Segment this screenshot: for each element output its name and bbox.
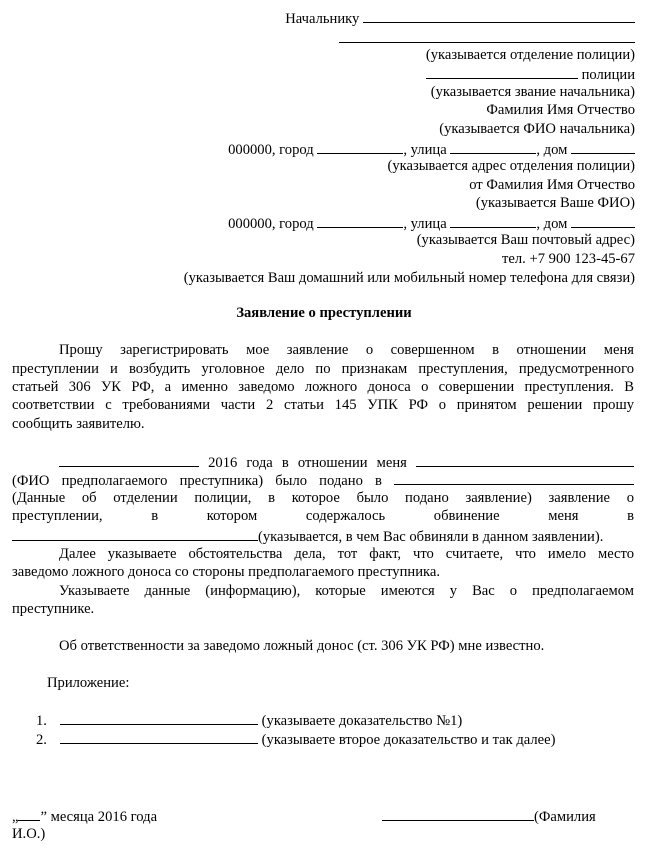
p1-line-1: Прошу зарегистрировать мое заявление о совершенном в отношении меня bbox=[59, 342, 634, 358]
attachment-blank-1[interactable] bbox=[60, 710, 258, 725]
addressee-blank[interactable] bbox=[363, 8, 635, 23]
addressee-blank-2[interactable] bbox=[339, 28, 635, 43]
rank-hint: (указывается звание начальника) bbox=[430, 84, 635, 100]
phone: тел. +7 900 123-45-67 bbox=[502, 251, 635, 267]
chief-name: Фамилия Имя Отчество bbox=[486, 102, 635, 118]
date-line: „ ” месяца 2016 года bbox=[12, 806, 157, 827]
p3-line-2: заведомо ложного доноса со стороны предполагаемого преступника. bbox=[12, 564, 441, 580]
date-blank[interactable] bbox=[59, 452, 199, 467]
attachment-blank-2[interactable] bbox=[60, 729, 258, 744]
p4-line-1: Указываете данные (информацию), которые имеются у Вас о предполагаемом bbox=[59, 583, 634, 599]
police-address-hint: (указывается адрес отделения полиции) bbox=[387, 158, 635, 174]
addressee-line bbox=[285, 8, 635, 29]
p2-line-5: (указывается, в чем Вас обвиняли в данном заявлении). bbox=[12, 526, 603, 547]
street-blank[interactable] bbox=[450, 139, 536, 154]
p2-line-3: (Данные об отделении полиции, в которое было подано заявление) заявление о bbox=[12, 490, 634, 506]
p2-line-4: преступлении, в котором содержалось обвинение меня в bbox=[12, 508, 634, 524]
rank-blank[interactable] bbox=[426, 64, 578, 79]
attachment-item-2: 2. (указываете второе доказательство и так далее) bbox=[36, 729, 555, 750]
dept-blank[interactable] bbox=[394, 470, 634, 485]
p4-line-2: преступнике. bbox=[12, 601, 95, 617]
p1-line-3: статьей 306 УК РФ, а именно заведомо ложного доноса о совершении преступления. В bbox=[12, 379, 634, 395]
phone-hint: (указывается Ваш домашний или мобильный номер телефона для связи) bbox=[183, 270, 635, 286]
police-address-line: 000000, город , улица , дом bbox=[228, 139, 635, 160]
my-address-hint: (указывается Ваш почтовый адрес) bbox=[416, 232, 635, 248]
from-name-hint: (указывается Ваше ФИО) bbox=[475, 195, 635, 211]
p1-line-5: сообщить заявителю. bbox=[12, 416, 145, 432]
attachment-item-1: 1. (указываете доказательство №1) bbox=[36, 710, 462, 731]
attachment-label: Приложение: bbox=[47, 675, 130, 691]
chief-name-hint: (указывается ФИО начальника) bbox=[439, 121, 635, 137]
signature-blank[interactable] bbox=[382, 806, 534, 821]
document-title: Заявление о преступлении bbox=[236, 305, 412, 321]
p2-line-2: (ФИО предполагаемого преступника) было подано в bbox=[12, 470, 634, 491]
p1-line-2: преступлении и возбудить уголовное дело по признакам преступления, предусмотренного bbox=[12, 361, 634, 377]
liability-statement: Об ответственности за заведомо ложный донос (ст. 306 УК РФ) мне известно. bbox=[59, 638, 545, 654]
signature-hint-2: И.О.) bbox=[12, 826, 46, 842]
house-blank[interactable] bbox=[571, 139, 635, 154]
accusation-blank[interactable] bbox=[12, 526, 258, 541]
addressee-label: Начальнику bbox=[285, 11, 360, 27]
my-house-blank[interactable] bbox=[571, 213, 635, 228]
p2-line-1: 2016 года в отношении меня bbox=[12, 452, 634, 473]
city-blank[interactable] bbox=[317, 139, 403, 154]
p3-line-1: Далее указываете обстоятельства дела, тот факт, что считаете, что имело место bbox=[59, 546, 634, 562]
police-dept-hint: (указывается отделение полиции) bbox=[425, 47, 635, 63]
day-blank[interactable] bbox=[18, 806, 40, 821]
from-name: от Фамилия Имя Отчество bbox=[469, 177, 635, 193]
my-address-line: 000000, город , улица , дом bbox=[228, 213, 635, 234]
signature-line: (Фамилия bbox=[382, 806, 596, 827]
rank-line: полиции bbox=[426, 64, 635, 85]
p1-line-4: соответствии с требованиями части 2 статьи 145 УПК РФ о принятом решении прошу bbox=[12, 397, 634, 413]
my-street-blank[interactable] bbox=[450, 213, 536, 228]
accused-blank[interactable] bbox=[416, 452, 634, 467]
my-city-blank[interactable] bbox=[317, 213, 403, 228]
